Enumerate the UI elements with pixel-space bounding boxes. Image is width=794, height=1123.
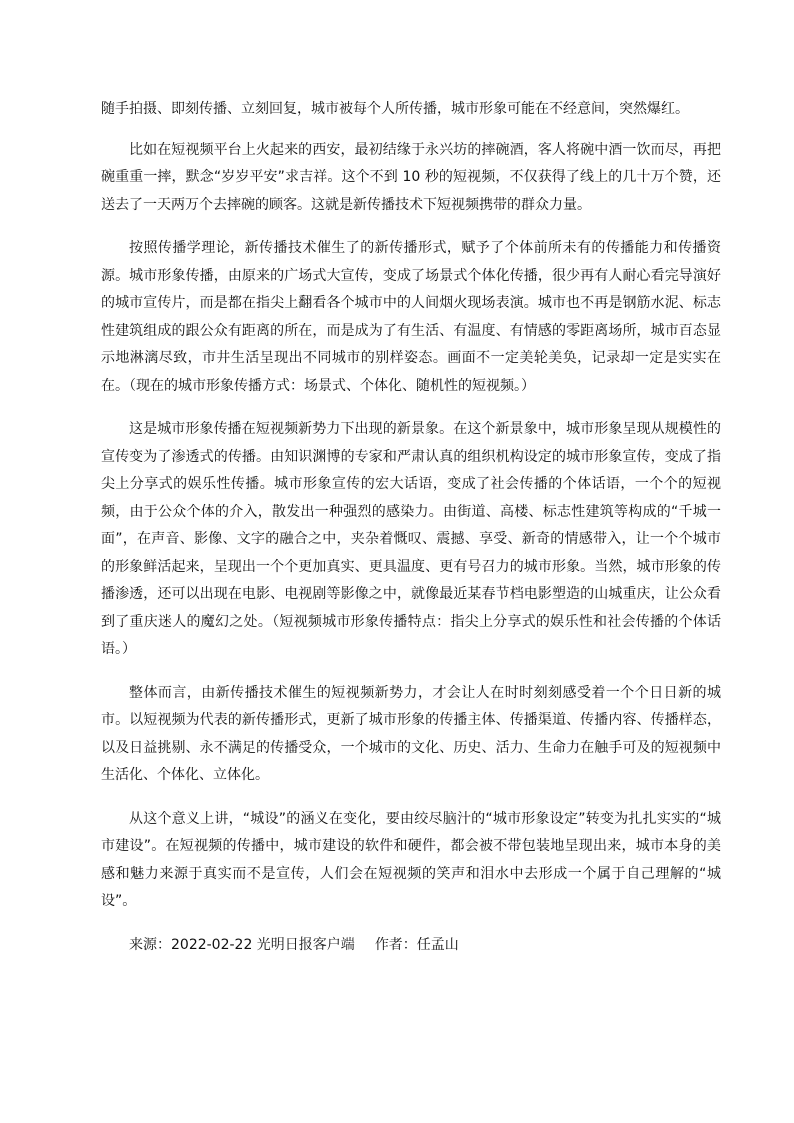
article-body	[101, 96, 721, 975]
paragraph-2: 比如在短视频平台上火起来的西安，最初结缘于永兴坊的摔碗酒，客人将碗中酒一饮而尽，再把碗重重一摔，默念“岁岁平安”求吉祥。这个不到 10 秒的短视频，不仅获得了线上的几十万个赞，还送去了一天两万个去摔碗的顾客。这就是新传播技术下短视频携带的群众力量。	[101, 141, 721, 213]
author-label: 作者：任孟山	[374, 936, 459, 953]
paragraph-4: 这是城市形象传播在短视频新势力下出现的新景象。在这个新景象中，城市形象呈现从规模性的宣传变为了渗透式的传播。由知识渊博的专家和严肃认真的组织机构设定的城市形象宣传，变成了指尖上分享式的娱乐性传播。城市形象宣传的宏大话语，变成了社会传播的个体话语，一个个的短视频，由于公众个体的介入，散发出一种强烈的感染力。由街道、高楼、标志性建筑等构成的“千城一面”，在声音、影像、文字的融合之中，夹杂着慨叹、震撼、享受、新奇的情感带入，让一个个城市的形象鲜活起来，呈现出一个个更加真实、更具温度、更有号召力的城市形象。当然，城市形象的传播渗透，还可以出现在电影、电视剧等影像之中，就像最近某春节档电影塑造的山城重庆，让公众看到了重庆迷人的魔幻之处。（短视频城市形象传播特点：指尖上分享式的娱乐性和社会传播的个体话语。）	[101, 421, 721, 657]
paragraph-6: 从这个意义上讲，“城设”的涵义在变化，要由绞尽脑汁的“城市形象设定”转变为扎扎实实的“城市建设”。在短视频的传播中，城市建设的软件和硬件，都会被不带包装地呈现出来，城市本身的美感和魅力来源于真实而不是宣传，人们会在短视频的笑声和泪水中去形成一个属于自己理解的“城设”。	[101, 810, 721, 909]
paragraph-5: 整体而言，由新传播技术催生的短视频新势力，才会让人在时时刻刻感受着一个个日日新的城市。以短视频为代表的新传播形式，更新了城市形象的传播主体、传播渠道、传播内容、传播样态，以及日益挑剔、永不满足的传播受众，一个城市的文化、历史、活力、生命力在触手可及的短视频中生活化、个体化、立体化。	[101, 684, 721, 783]
paragraph-3: 按照传播学理论，新传播技术催生了的新传播形式，赋予了个体前所未有的传播能力和传播资源。城市形象传播，由原来的广场式大宣传，变成了场景式个体化传播，很少再有人耐心看完导演好的城市宣传片，而是都在指尖上翻看各个城市中的人间烟火现场表演。城市也不再是钢筋水泥、标志性建筑组成的跟公众有距离的所在，而是成为了有生活、有温度、有情感的零距离场所，城市百态显示地淋漓尽致，市井生活呈现出不同城市的别样姿态。画面不一定美轮美奂，记录却一定是实实在在。（现在的城市形象传播方式：场景式、个体化、随机性的短视频。）	[101, 240, 721, 394]
source-label: 来源：2022-02-22 光明日报客户端	[129, 936, 355, 953]
source-line	[101, 932, 721, 960]
paragraph-1: 随手拍摄、即刻传播、立刻回复，城市被每个人所传播，城市形象可能在不经意间，突然爆红。	[101, 101, 689, 117]
